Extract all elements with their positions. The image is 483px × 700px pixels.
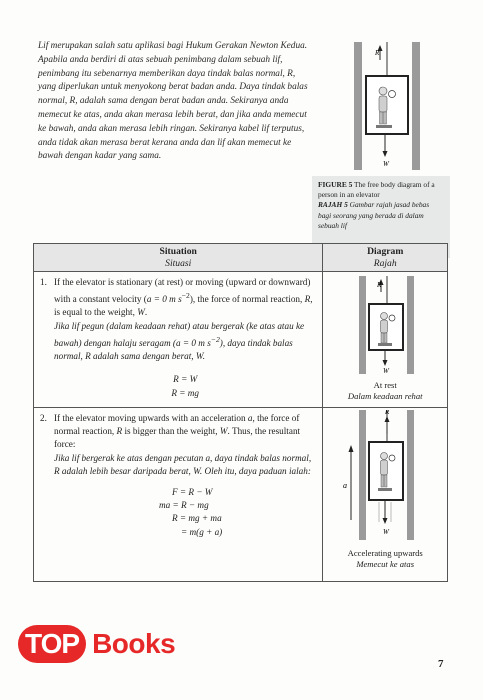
situation-cell bbox=[34, 272, 323, 408]
diagram-w-label: W bbox=[383, 367, 390, 374]
table-header-row bbox=[34, 244, 448, 272]
situation-table bbox=[33, 243, 448, 582]
equation: F = R − W bbox=[172, 487, 213, 498]
diagram-a-label: a bbox=[343, 481, 348, 490]
situation-text-ms: Jika lif pegun (dalam keadaan rehat) atau bergerak (ke atas atau ke bawah) dengan halaju seragam (a = 0 m $s^{-2}$), daya tindak balas normal, R adalah sama dengan berat, W. bbox=[54, 320, 305, 362]
diagram-caption-en: At rest bbox=[373, 380, 397, 390]
accelerating-upwards-diagram bbox=[323, 410, 448, 540]
logo-top: TOP bbox=[18, 625, 86, 663]
caption-malay: Gambar rajah jasad bebas bagi seorang yang berada di dalam sebuah lif bbox=[318, 200, 430, 230]
caption-figure-number-ms: RAJAH 5 bbox=[318, 200, 348, 210]
elevator-figure bbox=[352, 42, 422, 170]
situation-cell bbox=[34, 408, 323, 582]
equation: R = mg + ma bbox=[172, 513, 222, 524]
header-situation-ms: Situasi bbox=[165, 258, 192, 269]
equation: ma = R − mg bbox=[159, 500, 209, 511]
header-situation: Situation Situasi bbox=[34, 244, 323, 272]
row-number: 2. bbox=[40, 413, 47, 423]
caption-english: The free body diagram of a person in an elevator bbox=[318, 180, 435, 200]
diagram-w-label: W bbox=[383, 528, 390, 536]
diagram-cell bbox=[323, 408, 448, 582]
at-rest-diagram bbox=[323, 276, 448, 374]
equation: R = W bbox=[173, 374, 198, 385]
caption-figure-number: FIGURE 5 bbox=[318, 180, 353, 189]
row-number: 1. bbox=[40, 277, 47, 287]
logo-books: Books bbox=[92, 628, 176, 659]
intro-paragraph: Lif merupakan salah satu aplikasi bagi Hukum Gerakan Newton Kedua. Apabila anda berdiri di atas sebuah penimbang dalam sebuah lif, penimbang itu sebenarnya memberikan daya tindak balas normal, R, yang diperlukan untuk menyokong berat badan anda. Daya tindak balas normal, R, adalah sama dengan berat badan anda. Sekiranya anda memecut ke atas, anda akan merasa lebih berat, dan jika anda memecut ke bawah, anda akan merasa lebih ringan. Sekiranya kabel lif terputus, anda tidak akan merasa berat kerana anda dan lif akan memecut ke bawah dengan kadar yang sama. bbox=[38, 41, 308, 162]
table-row bbox=[34, 272, 448, 408]
table-row bbox=[34, 408, 448, 582]
situation-text-en: If the elevator is stationary (at rest) or moving (upward or downward) with a constant velocity (a = 0 m $s^{-2}$), the force of normal reaction, R, is equal to the weight, W. bbox=[54, 277, 313, 318]
header-diagram-ms: Rajah bbox=[373, 258, 397, 269]
equation: R = mg bbox=[171, 387, 200, 398]
situation-text-ms: Jika lif bergerak ke atas dengan pecutan a, daya tindak balas normal, R adalah lebih besar daripada berat, W. Oleh itu, daya paduan ialah: bbox=[54, 452, 312, 476]
diagram-r-label: R bbox=[385, 410, 390, 416]
situation-text-en: If the elevator moving upwards with an acceleration a, the force of normal reaction, R is bigger than the weight, W. Thus, the resultant force: bbox=[54, 413, 301, 450]
header-diagram: Diagram Rajah bbox=[323, 244, 448, 272]
page-number: 7 bbox=[438, 658, 444, 670]
figure-w-label: W bbox=[383, 160, 389, 168]
diagram-caption-ms: Dalam keadaan rehat bbox=[347, 391, 423, 401]
topbooks-logo bbox=[18, 625, 175, 663]
elevator-free-body-diagram bbox=[352, 42, 422, 170]
equation: = m(g + a) bbox=[181, 526, 223, 537]
diagram-r-label: R bbox=[377, 281, 382, 289]
diagram-caption-ms: Memecut ke atas bbox=[356, 559, 415, 569]
figure-r-label: R bbox=[375, 49, 380, 57]
diagram-cell bbox=[323, 272, 448, 408]
diagram-caption-en: Accelerating upwards bbox=[347, 548, 423, 558]
